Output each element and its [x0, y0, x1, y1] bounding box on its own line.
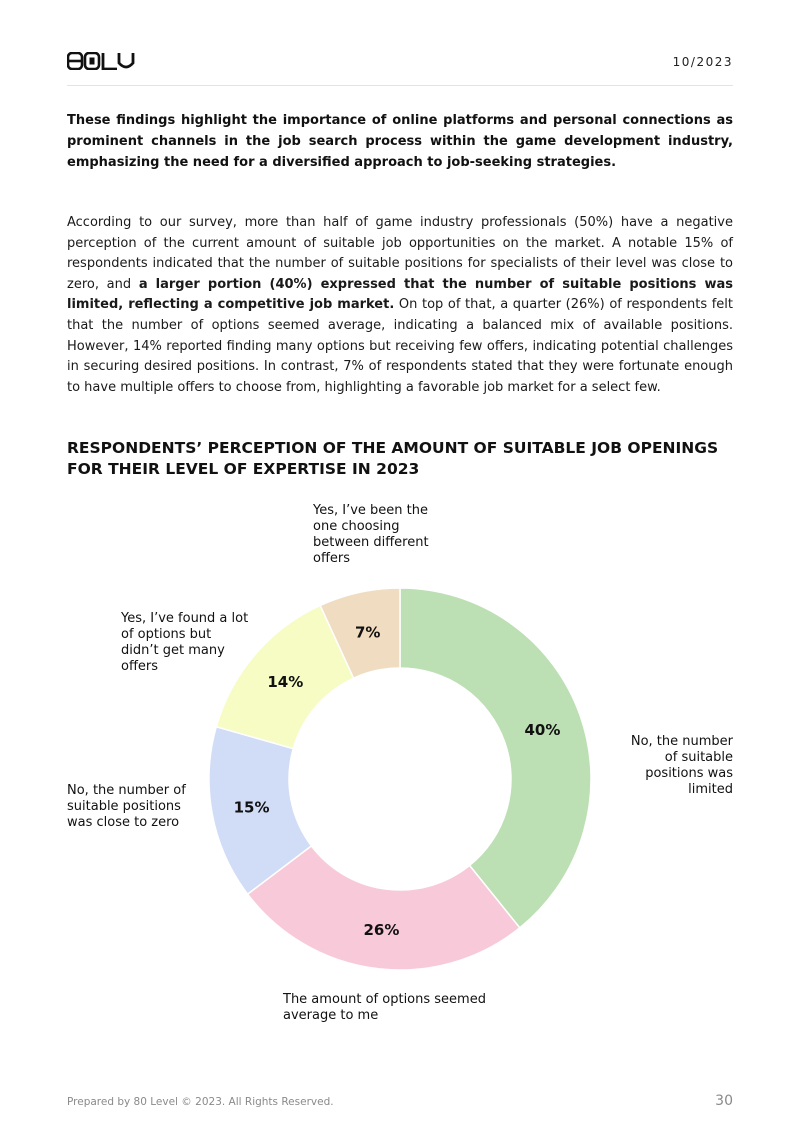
- page-number: 30: [715, 1093, 733, 1109]
- body-text-part-1: According to our survey, more than half of game industry professionals (50%) have a negative perception of the current amount of suitable job opportunities on the market. A notable 15% of respondents indicated that the number of suitable positions for specialists of their level was close to zero, and: [67, 215, 733, 292]
- body-text-part-2: On top of that, a quarter (26%) of respondents felt that the number of options seemed average, indicating a balanced mix of available positions. However, 14% reported finding many options but receiving few offers, indicating potential challenges in securing desired positions. In contrast, 7% of respondents stated that they were fortunate enough to have multiple offers to choose from, highlighting a favorable job market for a select few.: [67, 297, 734, 395]
- chart-title: RESPONDENTS’ PERCEPTION OF THE AMOUNT OF SUITABLE JOB OPENINGS FOR THEIR LEVEL OF EXPERTISE IN 2023: [67, 439, 719, 478]
- report-date: 10/2023: [672, 55, 733, 69]
- label-limited: No, the number of suitable positions was limited: [630, 734, 733, 797]
- label-choosing-offers: Yes, I’ve been the one choosing between different offers: [313, 503, 429, 566]
- value-label-choosing-offers: 7%: [354, 623, 381, 642]
- value-label-close-to-zero: 15%: [233, 798, 270, 817]
- value-label-limited: 40%: [524, 720, 561, 739]
- logo-text: 80LV: [67, 52, 70, 53]
- value-label-many-options: 14%: [267, 672, 304, 691]
- slice-limited: [400, 588, 591, 928]
- label-average: The amount of options seemed average to me: [283, 992, 486, 1023]
- label-many-options: Yes, I’ve found a lot of options but didn’t get many offers: [121, 611, 249, 674]
- label-close-to-zero: No, the number of suitable positions was close to zero: [67, 783, 186, 830]
- intro-paragraph: These findings highlight the importance of online platforms and personal connections as prominent channels in the job search process within the game development industry, emphasizing the need for a diversified approach to job-seeking strategies.: [67, 113, 733, 170]
- value-label-average: 26%: [363, 920, 400, 939]
- body-text-bold: a larger portion (40%) expressed that the number of suitable positions was limited, reflecting a competitive job market.: [67, 276, 733, 313]
- footer-credit: Prepared by 80 Level © 2023. All Rights Reserved.: [67, 1096, 334, 1108]
